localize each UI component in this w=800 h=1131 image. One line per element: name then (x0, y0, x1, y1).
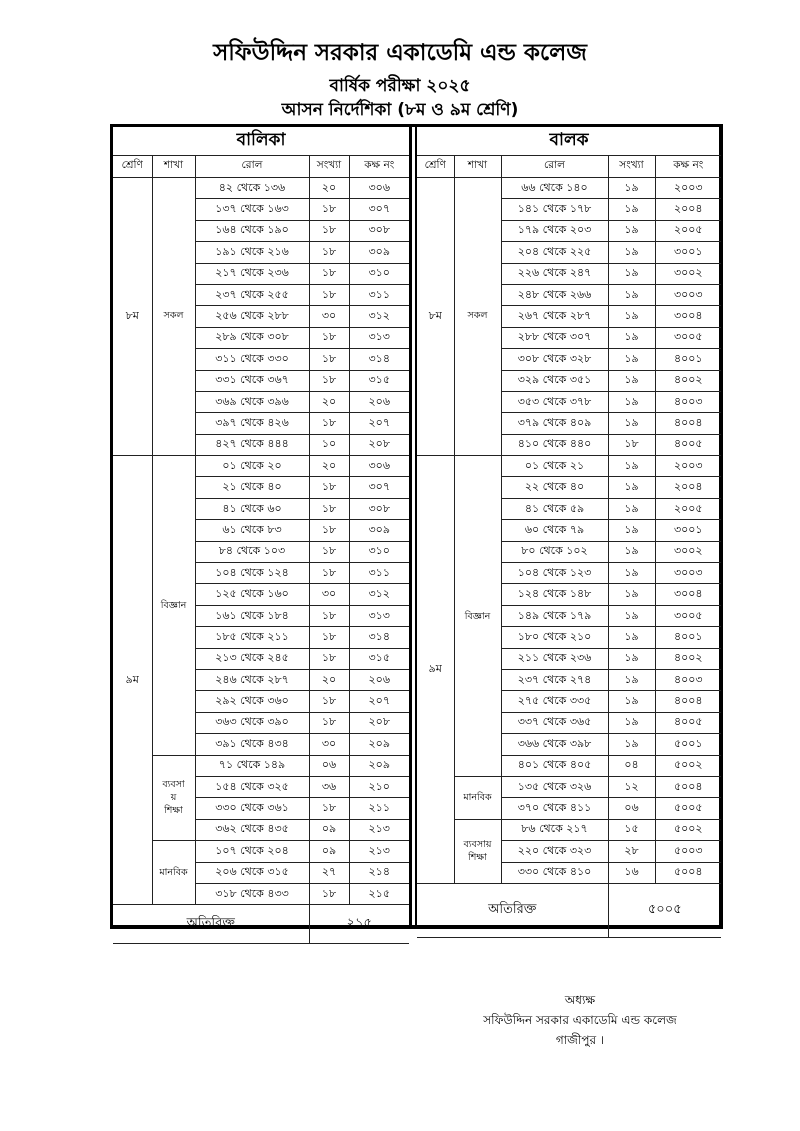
count-cell: ৩০ (309, 584, 349, 605)
roll-range-cell: ১৮৫ থেকে ২১১ (195, 627, 309, 648)
col-class: শ্রেণি (417, 156, 454, 178)
col-class: শ্রেণি (113, 156, 152, 178)
roll-range-cell: ২৬৭ থেকে ২৮৭ (501, 306, 608, 327)
room-cell: ৫০০৪ (655, 776, 721, 797)
roll-range-cell: ১৪১ থেকে ১৭৮ (501, 199, 608, 220)
branch-cell: বিজ্ঞান (454, 456, 501, 777)
room-cell: ৩১৪ (349, 349, 409, 370)
col-count: সংখ্যা (608, 156, 655, 178)
roll-range-cell: ৩৬৯ থেকে ৩৯৬ (195, 391, 309, 412)
roll-range-cell: ৩৯১ থেকে ৪৩৪ (195, 734, 309, 755)
roll-range-cell: ৩৩০ থেকে ৪১০ (501, 862, 608, 883)
count-cell: ১৯ (608, 242, 655, 263)
room-cell: ২০৬ (349, 669, 409, 690)
room-cell: ৪০০৪ (655, 691, 721, 712)
roll-range-cell: ২৭৫ থেকে ৩৩৫ (501, 691, 608, 712)
room-cell: ৩১৩ (349, 605, 409, 626)
room-cell: ২১৩ (349, 841, 409, 862)
count-cell: ১৮ (309, 883, 349, 904)
room-cell: ৪০০৩ (655, 391, 721, 412)
branch-cell: ব্যবসা য় শিক্ষা (152, 755, 195, 841)
seat-row (113, 841, 409, 862)
roll-range-cell: ৪০১ থেকে ৪০৫ (501, 755, 608, 776)
girls-table (113, 127, 409, 944)
room-cell: ৩০৮ (349, 220, 409, 241)
col-roll: রোল (501, 156, 608, 178)
roll-range-cell: ৩৩০ থেকে ৩৬১ (195, 798, 309, 819)
count-cell: ২০ (309, 391, 349, 412)
roll-range-cell: ১৩৫ থেকে ৩২৬ (501, 776, 608, 797)
count-cell: ১৮ (309, 798, 349, 819)
signature-institution: সফিউদ্দিন সরকার একাডেমি এন্ড কলেজ (483, 1013, 677, 1027)
room-cell: ৩০৯ (349, 520, 409, 541)
seat-row (113, 755, 409, 776)
roll-range-cell: ১৫৪ থেকে ৩২৫ (195, 776, 309, 797)
branch-cell: বিজ্ঞান (152, 456, 195, 755)
count-cell: ১৯ (608, 284, 655, 305)
room-cell: ২০৮ (349, 434, 409, 455)
roll-range-cell: ১০৭ থেকে ২০৪ (195, 841, 309, 862)
roll-range-cell: ১২৪ থেকে ১৪৮ (501, 584, 608, 605)
class-cell: ৯ম (417, 456, 454, 884)
room-cell: ২০০৫ (655, 498, 721, 519)
count-cell: ২৭ (309, 862, 349, 883)
room-cell: ২০০৪ (655, 477, 721, 498)
col-roll: রোল (195, 156, 309, 178)
count-cell: ০৬ (309, 755, 349, 776)
count-cell: ১৯ (608, 584, 655, 605)
roll-range-cell: ৩৭৯ থেকে ৪০৯ (501, 413, 608, 434)
count-cell: ১৮ (309, 477, 349, 498)
room-cell: ৩০৭ (349, 199, 409, 220)
room-cell: ৩০০৫ (655, 605, 721, 626)
room-cell: ৩১৪ (349, 627, 409, 648)
col-room: কক্ষ নং (349, 156, 409, 178)
room-cell: ৩১১ (349, 284, 409, 305)
count-cell: ১৮ (309, 284, 349, 305)
class-cell: ৯ম (113, 456, 152, 905)
count-cell: ১৯ (608, 669, 655, 690)
count-cell: ১৮ (608, 434, 655, 455)
count-cell: ১৯ (608, 306, 655, 327)
seat-row (417, 456, 721, 477)
roll-range-cell: ২৮৯ থেকে ৩০৮ (195, 327, 309, 348)
count-cell: ১৮ (309, 563, 349, 584)
seat-row (417, 178, 721, 199)
room-cell: ৩০০৩ (655, 563, 721, 584)
count-cell: ১৯ (608, 327, 655, 348)
count-cell: ১৮ (309, 520, 349, 541)
class-cell: ৮ম (417, 178, 454, 456)
institution-title: সফিউদ্দিন সরকার একাডেমি এন্ড কলেজ (213, 40, 587, 66)
branch-cell: সকল (152, 178, 195, 456)
boys-section (415, 127, 721, 925)
room-cell: ৩০৭ (349, 477, 409, 498)
extra-room: ২১৫ (309, 905, 409, 944)
count-cell: ১৯ (608, 391, 655, 412)
count-cell: ১৯ (608, 413, 655, 434)
roll-range-cell: ২৩৭ থেকে ২৫৫ (195, 284, 309, 305)
count-cell: ১৮ (309, 712, 349, 733)
room-cell: ২১৩ (349, 819, 409, 840)
count-cell: ১৮ (309, 220, 349, 241)
roll-range-cell: ৩৬২ থেকে ৪৩৫ (195, 819, 309, 840)
room-cell: ২০৯ (349, 734, 409, 755)
branch-cell: ব্যবসায় শিক্ষা (454, 819, 501, 883)
room-cell: ২০০৩ (655, 178, 721, 199)
count-cell: ১৮ (309, 370, 349, 391)
roll-range-cell: ৪১ থেকে ৬০ (195, 498, 309, 519)
count-cell: ১৫ (608, 819, 655, 840)
count-cell: ৩০ (309, 306, 349, 327)
roll-range-cell: ১৮০ থেকে ২১০ (501, 627, 608, 648)
roll-range-cell: ১২৫ থেকে ১৬০ (195, 584, 309, 605)
room-cell: ২০০৩ (655, 456, 721, 477)
room-cell: ৫০০৪ (655, 862, 721, 883)
count-cell: ১৮ (309, 498, 349, 519)
count-cell: ২০ (309, 456, 349, 477)
count-cell: ১৯ (608, 691, 655, 712)
count-cell: ০৯ (309, 819, 349, 840)
roll-range-cell: ৪১ থেকে ৫৯ (501, 498, 608, 519)
count-cell: ১৯ (608, 349, 655, 370)
room-cell: ৫০০২ (655, 819, 721, 840)
roll-range-cell: ২২৬ থেকে ২৪৭ (501, 263, 608, 284)
count-cell: ১৯ (608, 178, 655, 199)
room-cell: ২০০৪ (655, 199, 721, 220)
class-cell: ৮ম (113, 178, 152, 456)
roll-range-cell: ১৬৪ থেকে ১৯০ (195, 220, 309, 241)
room-cell: ৫০০১ (655, 734, 721, 755)
room-cell: ৪০০১ (655, 349, 721, 370)
roll-range-cell: ৬০ থেকে ৭৯ (501, 520, 608, 541)
room-cell: ৩০০৪ (655, 306, 721, 327)
room-cell: ৩০০৪ (655, 584, 721, 605)
roll-range-cell: ৪২৭ থেকে ৪৪৪ (195, 434, 309, 455)
extra-row (417, 883, 721, 937)
count-cell: ১৮ (309, 627, 349, 648)
room-cell: ৩১০ (349, 541, 409, 562)
roll-range-cell: ০১ থেকে ২০ (195, 456, 309, 477)
room-cell: ২১৫ (349, 883, 409, 904)
count-cell: ১৮ (309, 691, 349, 712)
roll-range-cell: ২১৭ থেকে ২৩৬ (195, 263, 309, 284)
count-cell: ৩০ (309, 734, 349, 755)
roll-range-cell: ৩১৮ থেকে ৪৩৩ (195, 883, 309, 904)
count-cell: ১৮ (309, 263, 349, 284)
count-cell: ১৯ (608, 477, 655, 498)
roll-range-cell: ৩০৮ থেকে ৩২৮ (501, 349, 608, 370)
room-cell: ৩০০৫ (655, 327, 721, 348)
roll-range-cell: ২১১ থেকে ২৩৬ (501, 648, 608, 669)
count-cell: ২০ (309, 178, 349, 199)
roll-range-cell: ৩৩৭ থেকে ৩৬৫ (501, 712, 608, 733)
signature-title: অধ্যক্ষ (564, 993, 596, 1007)
room-cell: ৪০০৩ (655, 669, 721, 690)
branch-cell: মানবিক (152, 841, 195, 905)
roll-range-cell: ৩৯৭ থেকে ৪২৬ (195, 413, 309, 434)
girls-section (113, 127, 409, 931)
room-cell: ৩১০ (349, 263, 409, 284)
roll-range-cell: ৮০ থেকে ১০২ (501, 541, 608, 562)
room-cell: ৩০০১ (655, 242, 721, 263)
count-cell: ২০ (309, 669, 349, 690)
roll-range-cell: ২৪৬ থেকে ২৮৭ (195, 669, 309, 690)
col-branch: শাখা (152, 156, 195, 178)
roll-range-cell: ১৩৭ থেকে ১৬৩ (195, 199, 309, 220)
count-cell: ০৯ (309, 841, 349, 862)
room-cell: ৩০০২ (655, 541, 721, 562)
room-cell: ২১১ (349, 798, 409, 819)
roll-range-cell: ৮৪ থেকে ১০৩ (195, 541, 309, 562)
room-cell: ৩০০৩ (655, 284, 721, 305)
roll-range-cell: ৭১ থেকে ১৪৯ (195, 755, 309, 776)
count-cell: ৩৬ (309, 776, 349, 797)
room-cell: ২০০৫ (655, 220, 721, 241)
roll-range-cell: ০১ থেকে ২১ (501, 456, 608, 477)
room-cell: ৩০৮ (349, 498, 409, 519)
roll-range-cell: ১০৪ থেকে ১২৪ (195, 563, 309, 584)
room-cell: ৩১২ (349, 306, 409, 327)
seat-row (417, 819, 721, 840)
roll-range-cell: ১৭৯ থেকে ২০৩ (501, 220, 608, 241)
signature-location: গাজীপুর । (555, 1033, 605, 1047)
section-divider (409, 127, 412, 925)
roll-range-cell: ১৬১ থেকে ১৮৪ (195, 605, 309, 626)
extra-label: অতিরিক্ত (113, 905, 309, 944)
extra-label: অতিরিক্ত (417, 883, 608, 937)
extra-row (113, 905, 409, 944)
count-cell: ১৯ (608, 627, 655, 648)
roll-range-cell: ২২ থেকে ৪০ (501, 477, 608, 498)
count-cell: ১৯ (608, 734, 655, 755)
roll-range-cell: ১০৪ থেকে ১২৩ (501, 563, 608, 584)
seat-row (113, 456, 409, 477)
col-room: কক্ষ নং (655, 156, 721, 178)
branch-cell: সকল (454, 178, 501, 456)
room-cell: ৪০০২ (655, 648, 721, 669)
exam-title: বার্ষিক পরীক্ষা ২০২৫ (329, 76, 471, 96)
count-cell: ১৮ (309, 349, 349, 370)
roll-range-cell: ২৩৭ থেকে ২৭৪ (501, 669, 608, 690)
room-cell: ৩১২ (349, 584, 409, 605)
room-cell: ৩০৯ (349, 242, 409, 263)
roll-range-cell: ২৫৬ থেকে ২৮৮ (195, 306, 309, 327)
count-cell: ১৯ (608, 199, 655, 220)
roll-range-cell: ৩৬৬ থেকে ৩৯৮ (501, 734, 608, 755)
roll-range-cell: ২১৩ থেকে ২৪৫ (195, 648, 309, 669)
count-cell: ১২ (608, 776, 655, 797)
room-cell: ২০৭ (349, 691, 409, 712)
roll-range-cell: ৬১ থেকে ৮৩ (195, 520, 309, 541)
room-cell: ৩০০১ (655, 520, 721, 541)
count-cell: ১৯ (608, 520, 655, 541)
roll-range-cell: ৩২৯ থেকে ৩৫১ (501, 370, 608, 391)
room-cell: ৩০৬ (349, 456, 409, 477)
room-cell: ৪০০৫ (655, 712, 721, 733)
seat-row (417, 776, 721, 797)
room-cell: ৪০০১ (655, 627, 721, 648)
seat-plan-subtitle: আসন নির্দেশিকা (৮ম ও ৯ম শ্রেণি) (281, 100, 519, 120)
seat-row (113, 178, 409, 199)
count-cell: ১৮ (309, 199, 349, 220)
roll-range-cell: ১৯১ থেকে ২১৬ (195, 242, 309, 263)
room-cell: ৫০০৫ (655, 798, 721, 819)
roll-range-cell: ২৪৮ থেকে ২৬৬ (501, 284, 608, 305)
count-cell: ১৯ (608, 220, 655, 241)
room-cell: ২০৭ (349, 413, 409, 434)
girls-title: বালিকা (113, 127, 409, 156)
room-cell: ৩১৩ (349, 327, 409, 348)
room-cell: ২০৬ (349, 391, 409, 412)
roll-range-cell: ২০৬ থেকে ৩১৫ (195, 862, 309, 883)
room-cell: ৩১৫ (349, 648, 409, 669)
count-cell: ১৮ (309, 605, 349, 626)
branch-cell: মানবিক (454, 776, 501, 819)
seat-plan-frame (110, 124, 723, 929)
boys-title: বালক (417, 127, 721, 156)
col-branch: শাখা (454, 156, 501, 178)
count-cell: ১৯ (608, 563, 655, 584)
count-cell: ০৪ (608, 755, 655, 776)
count-cell: ১৮ (309, 413, 349, 434)
roll-range-cell: ৩৭০ থেকে ৪১১ (501, 798, 608, 819)
roll-range-cell: ৪১০ থেকে ৪৪০ (501, 434, 608, 455)
roll-range-cell: ৩৬৩ থেকে ৩৯০ (195, 712, 309, 733)
roll-range-cell: ৩৫৩ থেকে ৩৭৮ (501, 391, 608, 412)
count-cell: ১৮ (309, 648, 349, 669)
roll-range-cell: ২১ থেকে ৪০ (195, 477, 309, 498)
room-cell: ২০৯ (349, 755, 409, 776)
boys-table (417, 127, 721, 938)
count-cell: ১৬ (608, 862, 655, 883)
count-cell: ১৮ (309, 541, 349, 562)
count-cell: ১৯ (608, 648, 655, 669)
room-cell: ৪০০৪ (655, 413, 721, 434)
count-cell: ১০ (309, 434, 349, 455)
roll-range-cell: ৬৬ থেকে ১৪০ (501, 178, 608, 199)
count-cell: ২৮ (608, 841, 655, 862)
room-cell: ২১৪ (349, 862, 409, 883)
room-cell: ৪০০২ (655, 370, 721, 391)
count-cell: ০৬ (608, 798, 655, 819)
room-cell: ৩০৬ (349, 178, 409, 199)
col-count: সংখ্যা (309, 156, 349, 178)
roll-range-cell: ২৯২ থেকে ৩৬০ (195, 691, 309, 712)
count-cell: ১৯ (608, 456, 655, 477)
room-cell: ৩১৫ (349, 370, 409, 391)
roll-range-cell: ২৮৮ থেকে ৩০৭ (501, 327, 608, 348)
count-cell: ১৯ (608, 498, 655, 519)
count-cell: ১৮ (309, 327, 349, 348)
roll-range-cell: ৩১১ থেকে ৩৩০ (195, 349, 309, 370)
room-cell: ৫০০৩ (655, 841, 721, 862)
roll-range-cell: ৩৩১ থেকে ৩৬৭ (195, 370, 309, 391)
extra-room: ৫০০৫ (608, 883, 721, 937)
roll-range-cell: ২০৪ থেকে ২২৫ (501, 242, 608, 263)
count-cell: ১৯ (608, 712, 655, 733)
room-cell: ৪০০৫ (655, 434, 721, 455)
count-cell: ১৯ (608, 541, 655, 562)
roll-range-cell: ১৪৯ থেকে ১৭৯ (501, 605, 608, 626)
room-cell: ২১০ (349, 776, 409, 797)
room-cell: ৩০০২ (655, 263, 721, 284)
count-cell: ১৮ (309, 242, 349, 263)
room-cell: ৫০০২ (655, 755, 721, 776)
count-cell: ১৯ (608, 370, 655, 391)
roll-range-cell: ৮৬ থেকে ২১৭ (501, 819, 608, 840)
roll-range-cell: ৪২ থেকে ১৩৬ (195, 178, 309, 199)
roll-range-cell: ২২০ থেকে ৩২৩ (501, 841, 608, 862)
room-cell: ৩১১ (349, 563, 409, 584)
count-cell: ১৯ (608, 263, 655, 284)
room-cell: ২০৮ (349, 712, 409, 733)
count-cell: ১৯ (608, 605, 655, 626)
